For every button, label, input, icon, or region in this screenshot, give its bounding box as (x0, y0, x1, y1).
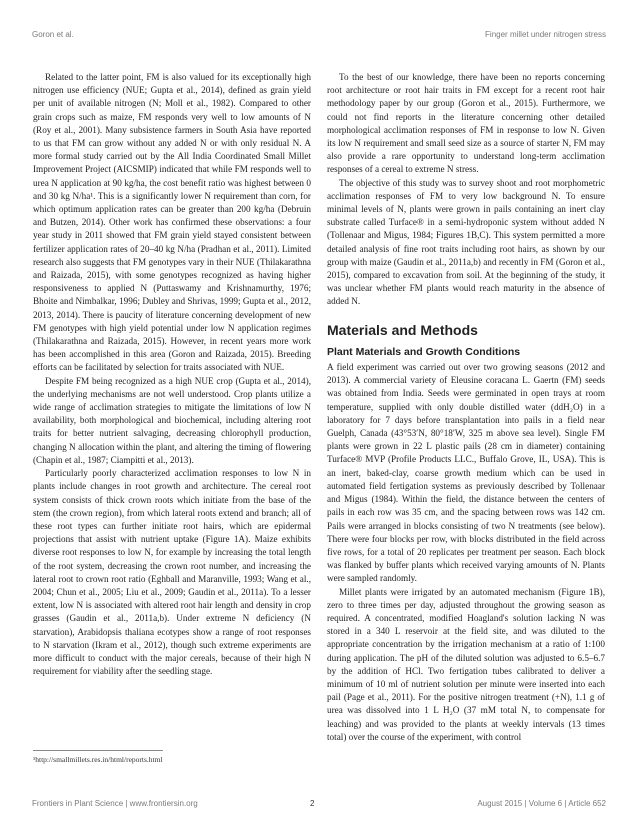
left-column (33, 71, 311, 678)
paragraph: Millet plants were irrigated by an automated mechanism (Figure 1B), zero to three times per day, adjusted throughout the growing season as required. A concentrated, modified Hoagland's solution lacking N was stored in a 340 L reservoir at the field site, and was diluted to the appropriate concentration by the irrigation mechanism at a ratio of 1:100 during application. The pH of the diluted solution was adjusted to 6.5–6.7 by the addition of HCl. Two fertigation tubes calibrated to deliver a minimum of 10 ml of nutrient solution per minute were inserted into each pail (Page et al., 2011). For the positive nitrogen treatment (+N), 1.1 g of urea was dissolved into 1 L H₂O (37 mM total N, to compensate for leaching) and was provided to the plants at weekly intervals (13 times total) over the course of the experiment, with control (327, 586, 605, 742)
footer-journal: Frontiers in Plant Science | www.frontiersin.org (32, 799, 198, 808)
page-number: 2 (310, 799, 315, 808)
paragraph: Despite FM being recognized as a high NUE crop (Gupta et al., 2014), the underlying mechanisms are not well understood. Crop plants utilize a wide range of acclimation strategies to mitigate the limitations of low N availability, both morphological and biochemical, including altering root traits for better nutrient salvaging, decreasing chlorophyll production, changing N allocation within the plant, and altering the timing of flowering (Chapin et al., 1987; Ciampitti et al., 2013). (33, 375, 311, 465)
paragraph: To the best of our knowledge, there have been no reports concerning root architecture or root hair traits in FM except for a recent root hair methodology paper by our group (Goron et al., 2015). Furthermore, we could not find reports in the literature concerning other detailed morphological acclimation responses of FM in response to low N. Given its low N requirement and small seed size as a source of starter N, FM may also provide a rare opportunity to understand long-term acclimation responses of a cereal to extreme N stress. (327, 72, 605, 175)
footnote: ¹http://smallmillets.res.in/html/reports.html (33, 755, 163, 764)
right-column (327, 71, 605, 744)
paragraph: Particularly poorly characterized acclimation responses to low N in plants include changes in root growth and architecture. The cereal root system consists of thick crown roots which initiate from the base of the stem (the crown region), from which lateral roots extend and branch; all of these root types can further initiate root hairs, which are epidermal projections that assist with nutrient uptake (Figure 1A). Maize exhibits diverse root responses to low N, for example by increasing the total length of the root system, decreasing the crown root number, and increasing the lateral root to crown root ratio (Eghball and Maranville, 1993; Wang et al., 2004; Chun et al., 2005; Liu et al., 2009; Gaudin et al., 2011a). To a lesser extent, low N is associated with altered root hair length and density in crop grasses (Gaudin et al., 2011a,b). Under extreme N deficiency (N starvation), Arabidopsis thaliana ecotypes show a range of root responses to N starvation (Ikram et al., 2012), though such extreme experiments are more difficult to conduct with the major cereals, because of their high N requirement for viability after the seedling stage. (33, 468, 311, 677)
running-header-authors: Goron et al. (32, 30, 74, 39)
footer-issue: August 2015 | Volume 6 | Article 652 (477, 799, 606, 808)
paragraph: A field experiment was carried out over two growing seasons (2012 and 2013). A commercial variety of Eleusine coracana L. Gaertn (FM) seeds was obtained from India. Seeds were germinated in open trays at room temperature, supplied with only double distilled water (ddH₂O) in a laboratory for 7 days before transplantation into pails in a field near Guelph, Canada (43°53′N, 80°18′W, 325 m above sea level). Single FM plants were grown in 22 L plastic pails (28 cm in diameter) containing Turface® MVP (Profile Products LLC., Buffalo Grove, IL, USA). This is an inert, baked-clay, coarse growth medium which can be used in automated field fertigation systems as previously described by Tollenaar and Migus (1984). Within the field, the distance between the centers of pails in each row was 35 cm, and the spacing between rows was 142 cm. Pails were arranged in blocks consisting of two N treatments (see below). There were four blocks per row, with blocks distributed in the field across five rows, for a total of 20 replicates per treatment per season. Each block was flanked by buffer plants which received varying amounts of N. Plants were sampled randomly. (327, 362, 605, 584)
footnote-divider (33, 750, 163, 751)
paragraph: Related to the latter point, FM is also valued for its exceptionally high nitrogen use efficiency (NUE; Gupta et al., 2014), defined as grain yield per unit of available nitrogen (N; Moll et al., 1982). Compared to other grain crops such as maize, FM responds very well to low amounts of N (Roy et al., 2001). Many subsistence farmers in South Asia have reported to us that FM can grow without any added N or with only residual N. A more formal study carried out by the All India Coordinated Small Millet Improvement Project (AICSMIP) indicated that while FM responds well to urea N application at 90 kg/ha, the cost benefit ratio was highest between 0 and 30 kg N/ha¹. This is a significantly lower N requirement than corn, for which optimum application rates can be greater than 200 kg/ha (Debruin and Butzen, 2014). Other work has confirmed these observations: a four year study in 2011 showed that FM grain yield stayed consistent between fertilizer application rates of 20–40 kg N/ha (Pradhan et al., 2011). Limited research also suggests that FM genotypes vary in their NUE (Thilakarathna and Raizada, 2015), with some genotypes recognized as having higher responsiveness to applied N (Puttaswamy and Krishnamurthy, 1976; Bhoite and Nimbalkar, 1996; Dubley and Shrivas, 1999; Gupta et al., 2012, 2013, 2014). There is paucity of literature concerning development of new FM genotypes with high yield potential under low N application regimes (Thilakarathna and Raizada, 2015). However, in recent years more work has been accomplished in this area (Goron and Raizada, 2015). Breeding efforts can be facilitated by selection for traits associated with NUE. (33, 72, 311, 373)
running-header-title: Finger millet under nitrogen stress (485, 30, 606, 39)
section-heading: Materials and Methods (327, 321, 478, 338)
subsection-heading: Plant Materials and Growth Conditions (327, 345, 521, 358)
paragraph: The objective of this study was to survey shoot and root morphometric acclimation responses of FM to very low background N. To ensure minimal levels of N, plants were grown in pails containing an inert clay substrate called Turface® in a semi-hydroponic system without added N (Tollenaar and Migus, 1984; Figures 1B,C). This system permitted a more detailed analysis of fine root traits including root hairs, as shown by our group with maize (Gaudin et al., 2011a,b) and recently in FM (Goron et al., 2015), compared to excavation from soil. At the beginning of the study, it was unclear whether FM plants would reach maturity in the absence of added N. (327, 177, 605, 307)
